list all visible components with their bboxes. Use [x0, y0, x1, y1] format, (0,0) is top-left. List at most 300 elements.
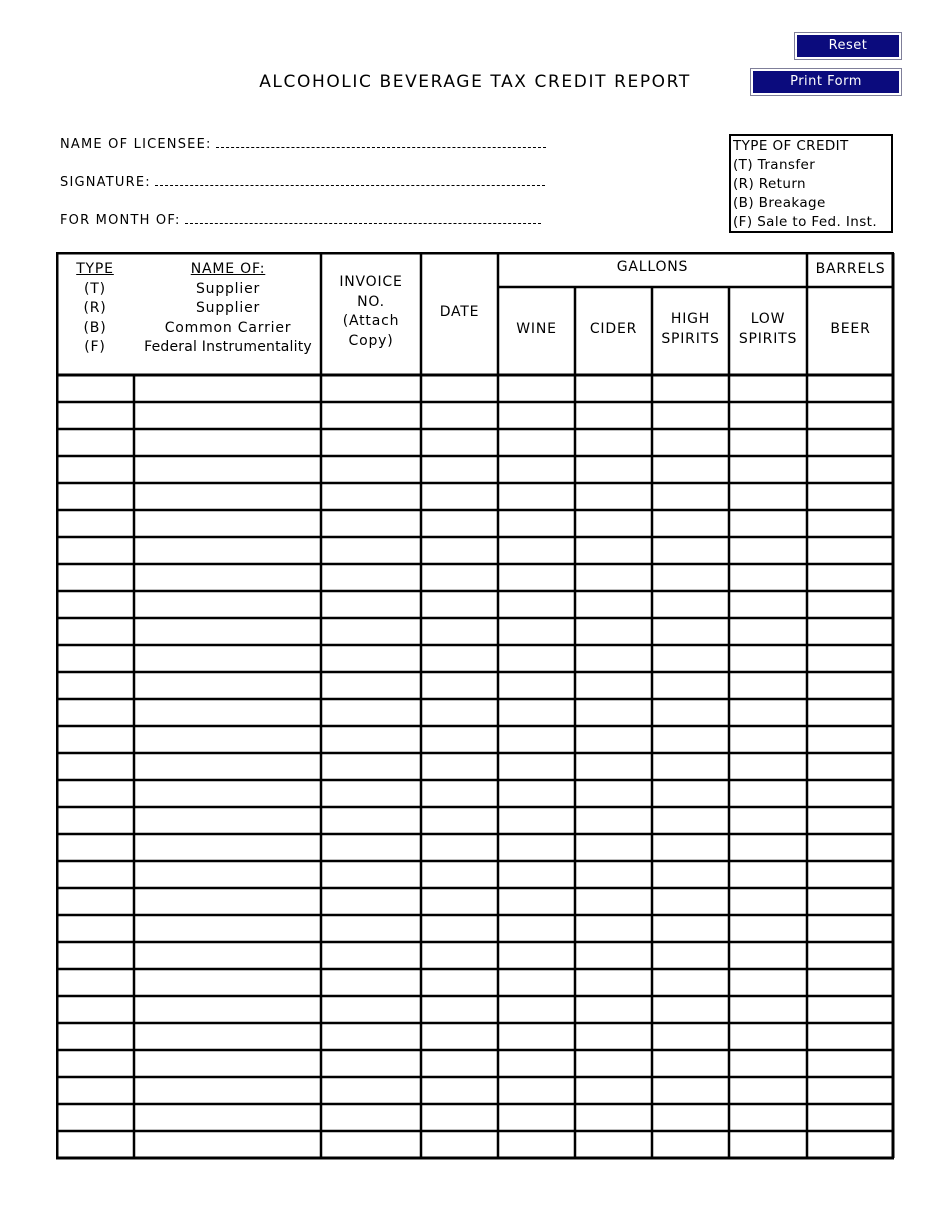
table-cell-input[interactable]: [809, 539, 891, 562]
table-cell-input[interactable]: [136, 458, 319, 481]
table-cell-input[interactable]: [809, 512, 891, 535]
table-cell-input[interactable]: [654, 809, 727, 832]
table-cell-input[interactable]: [500, 701, 573, 724]
table-cell-input[interactable]: [323, 998, 419, 1021]
table-cell-input[interactable]: [654, 971, 727, 994]
table-cell-input[interactable]: [59, 377, 132, 400]
high-spirits-line: HIGH: [670, 311, 711, 327]
table-cell-input[interactable]: [654, 431, 727, 454]
table-cell-input[interactable]: [423, 1025, 496, 1048]
table-cell-input[interactable]: [809, 431, 891, 454]
table-cell-input[interactable]: [500, 404, 573, 427]
table-cell-input[interactable]: [809, 566, 891, 589]
table-cell-input[interactable]: [731, 971, 805, 994]
table-cell-input[interactable]: [731, 404, 805, 427]
table-cell-input[interactable]: [577, 593, 650, 616]
table-cell-input[interactable]: [323, 485, 419, 508]
table-cell-input[interactable]: [577, 485, 650, 508]
table-cell-input[interactable]: [136, 593, 319, 616]
table-cell-input[interactable]: [577, 1106, 650, 1129]
table-cell-input[interactable]: [59, 917, 132, 940]
table-cell-input[interactable]: [59, 620, 132, 643]
table-cell-input[interactable]: [500, 728, 573, 751]
table-cell-input[interactable]: [654, 917, 727, 940]
table-cell-input[interactable]: [500, 782, 573, 805]
table-cell-input[interactable]: [654, 890, 727, 913]
table-cell-input[interactable]: [577, 728, 650, 751]
table-cell-input[interactable]: [731, 431, 805, 454]
table-cell-input[interactable]: [577, 512, 650, 535]
table-cell-input[interactable]: [809, 1079, 891, 1102]
table-cell-input[interactable]: [500, 674, 573, 697]
table-cell-input[interactable]: [136, 755, 319, 778]
table-cell-input[interactable]: [136, 1052, 319, 1075]
table-cell-input[interactable]: [59, 971, 132, 994]
table-cell-input[interactable]: [323, 1133, 419, 1156]
table-cell-input[interactable]: [59, 431, 132, 454]
licensee-label: NAME OF LICENSEE:: [60, 137, 212, 152]
table-cell-input[interactable]: [809, 971, 891, 994]
table-cell-input[interactable]: [136, 620, 319, 643]
table-cell-input[interactable]: [59, 1133, 132, 1156]
signature-field[interactable]: [60, 175, 545, 190]
table-cell-input[interactable]: [577, 917, 650, 940]
table-cell-input[interactable]: [654, 755, 727, 778]
table-cell-input[interactable]: [577, 1079, 650, 1102]
table-cell-input[interactable]: [731, 782, 805, 805]
table-cell-input[interactable]: [577, 1133, 650, 1156]
table-cell-input[interactable]: [323, 566, 419, 589]
table-cell-input[interactable]: [323, 377, 419, 400]
table-cell-input[interactable]: [500, 836, 573, 859]
table-cell-input[interactable]: [423, 1133, 496, 1156]
table-cell-input[interactable]: [809, 890, 891, 913]
table-cell-input[interactable]: [59, 863, 132, 886]
table-cell-input[interactable]: [654, 836, 727, 859]
table-cell-input[interactable]: [323, 755, 419, 778]
table-cell-input[interactable]: [731, 755, 805, 778]
table-cell-input[interactable]: [654, 539, 727, 562]
table-cell-input[interactable]: [654, 404, 727, 427]
table-cell-input[interactable]: [500, 1106, 573, 1129]
table-cell-input[interactable]: [577, 1025, 650, 1048]
table-cell-input[interactable]: [809, 593, 891, 616]
table-cell-input[interactable]: [654, 1106, 727, 1129]
table-cell-input[interactable]: [423, 566, 496, 589]
table-cell-input[interactable]: [577, 836, 650, 859]
table-cell-input[interactable]: [500, 1052, 573, 1075]
table-cell-input[interactable]: [731, 485, 805, 508]
table-cell-input[interactable]: [423, 539, 496, 562]
table-cell-input[interactable]: [136, 404, 319, 427]
table-cell-input[interactable]: [323, 809, 419, 832]
table-cell-input[interactable]: [500, 944, 573, 967]
table-cell-input[interactable]: [809, 485, 891, 508]
table-cell-input[interactable]: [731, 701, 805, 724]
table-cell-input[interactable]: [136, 863, 319, 886]
table-cell-input[interactable]: [577, 566, 650, 589]
table-cell-input[interactable]: [654, 998, 727, 1021]
table-cell-input[interactable]: [809, 755, 891, 778]
table-cell-input[interactable]: [59, 404, 132, 427]
table-cell-input[interactable]: [577, 539, 650, 562]
table-cell-input[interactable]: [323, 674, 419, 697]
table-cell-input[interactable]: [136, 566, 319, 589]
table-cell-input[interactable]: [323, 1025, 419, 1048]
table-cell-input[interactable]: [731, 1052, 805, 1075]
table-cell-input[interactable]: [809, 1106, 891, 1129]
table-cell-input[interactable]: [809, 674, 891, 697]
table-cell-input[interactable]: [323, 863, 419, 886]
credit-legend-item: (T) Transfer: [733, 157, 816, 173]
low-spirits-line: LOW: [750, 311, 786, 327]
credit-table: [56, 252, 896, 1160]
table-cell-input[interactable]: [809, 917, 891, 940]
table-cell-input[interactable]: [59, 1106, 132, 1129]
table-cell-input[interactable]: [731, 728, 805, 751]
table-cell-input[interactable]: [423, 728, 496, 751]
table-cell-input[interactable]: [654, 566, 727, 589]
table-cell-input[interactable]: [809, 377, 891, 400]
table-cell-input[interactable]: [500, 917, 573, 940]
table-cell-input[interactable]: [654, 1025, 727, 1048]
table-cell-input[interactable]: [809, 863, 891, 886]
table-cell-input[interactable]: [59, 593, 132, 616]
table-cell-input[interactable]: [136, 701, 319, 724]
table-cell-input[interactable]: [59, 944, 132, 967]
table-cell-input[interactable]: [809, 944, 891, 967]
table-cell-input[interactable]: [577, 431, 650, 454]
table-cell-input[interactable]: [731, 998, 805, 1021]
table-cell-input[interactable]: [136, 917, 319, 940]
table-cell-input[interactable]: [731, 512, 805, 535]
table-cell-input[interactable]: [500, 890, 573, 913]
table-cell-input[interactable]: [59, 809, 132, 832]
table-cell-input[interactable]: [136, 647, 319, 670]
table-cell-input[interactable]: [500, 1133, 573, 1156]
table-cell-input[interactable]: [323, 890, 419, 913]
licensee-field[interactable]: [60, 137, 546, 152]
credit-legend-heading: TYPE OF CREDIT: [733, 138, 849, 154]
table-cell-input[interactable]: [423, 944, 496, 967]
table-cell-input[interactable]: [323, 1079, 419, 1102]
table-cell-input[interactable]: [654, 728, 727, 751]
table-cell-input[interactable]: [654, 674, 727, 697]
table-cell-input[interactable]: [654, 458, 727, 481]
type-code: (R): [83, 300, 107, 316]
invoice-header: [321, 273, 421, 351]
table-cell-input[interactable]: [423, 998, 496, 1021]
table-cell-input[interactable]: [59, 728, 132, 751]
table-cell-input[interactable]: [731, 1133, 805, 1156]
table-cell-input[interactable]: [731, 620, 805, 643]
month-field[interactable]: [60, 213, 541, 228]
table-cell-input[interactable]: [136, 1025, 319, 1048]
table-cell-input[interactable]: [323, 1106, 419, 1129]
table-cell-input[interactable]: [59, 512, 132, 535]
table-cell-input[interactable]: [323, 647, 419, 670]
name-value: Federal Instrumentality: [144, 339, 312, 355]
low-spirits-line: SPIRITS: [738, 330, 798, 347]
table-cell-input[interactable]: [423, 755, 496, 778]
table-cell-input[interactable]: [59, 890, 132, 913]
type-header-label: TYPE: [76, 261, 114, 277]
table-cell-input[interactable]: [59, 458, 132, 481]
table-cell-input[interactable]: [136, 809, 319, 832]
table-cell-input[interactable]: [323, 431, 419, 454]
table-cell-input[interactable]: [500, 971, 573, 994]
table-cell-input[interactable]: [654, 782, 727, 805]
table-cell-input[interactable]: [59, 1079, 132, 1102]
table-cell-input[interactable]: [731, 944, 805, 967]
table-cell-input[interactable]: [423, 431, 496, 454]
table-cell-input[interactable]: [423, 377, 496, 400]
invoice-header-line: NO.: [357, 293, 385, 310]
table-cell-input[interactable]: [577, 782, 650, 805]
table-cell-input[interactable]: [500, 566, 573, 589]
table-cell-input[interactable]: [500, 647, 573, 670]
table-cell-input[interactable]: [500, 620, 573, 643]
name-header: [134, 260, 322, 358]
gallons-header: GALLONS: [616, 259, 689, 275]
table-cell-input[interactable]: [136, 485, 319, 508]
table-cell-input[interactable]: [323, 971, 419, 994]
table-cell-input[interactable]: [500, 512, 573, 535]
table-cell-input[interactable]: [577, 944, 650, 967]
table-cell-input[interactable]: [654, 620, 727, 643]
table-cell-input[interactable]: [809, 809, 891, 832]
table-cell-input[interactable]: [323, 944, 419, 967]
table-cell-input[interactable]: [423, 512, 496, 535]
reset-button[interactable]: Reset: [795, 33, 901, 59]
table-cell-input[interactable]: [577, 620, 650, 643]
table-cell-input[interactable]: [654, 512, 727, 535]
table-cell-input[interactable]: [577, 755, 650, 778]
cider-header: CIDER: [589, 321, 638, 337]
table-cell-input[interactable]: [500, 1079, 573, 1102]
table-cell-input[interactable]: [323, 512, 419, 535]
table-cell-input[interactable]: [577, 863, 650, 886]
table-cell-input[interactable]: [577, 674, 650, 697]
month-input-line[interactable]: [185, 213, 541, 224]
table-cell-input[interactable]: [809, 1052, 891, 1075]
table-cell-input[interactable]: [323, 1052, 419, 1075]
licensee-input-line[interactable]: [216, 137, 546, 148]
credit-legend-item: (R) Return: [733, 176, 807, 192]
table-cell-input[interactable]: [731, 1025, 805, 1048]
table-cell-input[interactable]: [577, 809, 650, 832]
name-header-label: NAME OF:: [190, 261, 266, 277]
table-cell-input[interactable]: [423, 674, 496, 697]
table-cell-input[interactable]: [59, 755, 132, 778]
name-value: Supplier: [195, 280, 261, 297]
table-cell-input[interactable]: [136, 944, 319, 967]
table-cell-input[interactable]: [136, 782, 319, 805]
table-cell-input[interactable]: [654, 944, 727, 967]
table-cell-input[interactable]: [323, 539, 419, 562]
table-cell-input[interactable]: [59, 674, 132, 697]
table-cell-input[interactable]: [423, 890, 496, 913]
table-cell-input[interactable]: [500, 809, 573, 832]
table-cell-input[interactable]: [731, 539, 805, 562]
table-cell-input[interactable]: [809, 836, 891, 859]
table-cell-input[interactable]: [577, 890, 650, 913]
table-cell-input[interactable]: [59, 701, 132, 724]
table-cell-input[interactable]: [59, 782, 132, 805]
table-cell-input[interactable]: [423, 863, 496, 886]
table-cell-input[interactable]: [731, 377, 805, 400]
table-cell-input[interactable]: [809, 1025, 891, 1048]
table-cell-input[interactable]: [59, 485, 132, 508]
table-cell-input[interactable]: [809, 620, 891, 643]
table-cell-input[interactable]: [136, 1079, 319, 1102]
table-cell-input[interactable]: [136, 1133, 319, 1156]
table-cell-input[interactable]: [731, 809, 805, 832]
table-cell-input[interactable]: [59, 1052, 132, 1075]
table-cell-input[interactable]: [323, 701, 419, 724]
table-cell-input[interactable]: [654, 1052, 727, 1075]
table-cell-input[interactable]: [59, 1025, 132, 1048]
table-cell-input[interactable]: [59, 647, 132, 670]
table-cell-input[interactable]: [809, 782, 891, 805]
table-cell-input[interactable]: [809, 728, 891, 751]
high-spirits-header: [652, 310, 729, 349]
table-cell-input[interactable]: [731, 593, 805, 616]
table-cell-input[interactable]: [136, 728, 319, 751]
name-value: Common Carrier: [164, 319, 292, 336]
table-cell-input[interactable]: [136, 971, 319, 994]
credit-type-legend: [729, 134, 893, 233]
table-cell-input[interactable]: [136, 512, 319, 535]
page-title: ALCOHOLIC BEVERAGE TAX CREDIT REPORT: [259, 72, 691, 92]
table-cell-input[interactable]: [731, 458, 805, 481]
invoice-header-line: INVOICE: [339, 274, 403, 290]
table-cell-input[interactable]: [654, 1133, 727, 1156]
table-cell-input[interactable]: [654, 485, 727, 508]
table-cell-input[interactable]: [577, 458, 650, 481]
table-cell-input[interactable]: [577, 647, 650, 670]
table-cell-input[interactable]: [500, 1025, 573, 1048]
table-cell-input[interactable]: [136, 539, 319, 562]
table-cell-input[interactable]: [323, 593, 419, 616]
table-cell-input[interactable]: [323, 782, 419, 805]
table-cell-input[interactable]: [59, 566, 132, 589]
table-cell-input[interactable]: [136, 1106, 319, 1129]
table-cell-input[interactable]: [323, 836, 419, 859]
table-cell-input[interactable]: [500, 431, 573, 454]
table-cell-input[interactable]: [500, 377, 573, 400]
name-value: Supplier: [195, 300, 261, 316]
table-cell-input[interactable]: [731, 647, 805, 670]
table-cell-input[interactable]: [423, 836, 496, 859]
table-cell-input[interactable]: [731, 674, 805, 697]
table-cell-input[interactable]: [423, 809, 496, 832]
table-cell-input[interactable]: [731, 1079, 805, 1102]
table-cell-input[interactable]: [731, 890, 805, 913]
wine-header: WINE: [516, 321, 557, 337]
table-cell-input[interactable]: [577, 404, 650, 427]
table-cell-input[interactable]: [323, 458, 419, 481]
table-cell-input[interactable]: [500, 998, 573, 1021]
invoice-header-line: (Attach: [342, 313, 400, 329]
table-cell-input[interactable]: [423, 458, 496, 481]
signature-label: SIGNATURE:: [60, 175, 151, 190]
table-cell-input[interactable]: [323, 620, 419, 643]
table-cell-input[interactable]: [423, 782, 496, 805]
table-cell-input[interactable]: [654, 647, 727, 670]
table-cell-input[interactable]: [654, 593, 727, 616]
table-cell-input[interactable]: [809, 647, 891, 670]
table-cell-input[interactable]: [500, 485, 573, 508]
table-cell-input[interactable]: [809, 1133, 891, 1156]
table-cell-input[interactable]: [731, 917, 805, 940]
table-cell-input[interactable]: [423, 1106, 496, 1129]
table-cell-input[interactable]: [731, 566, 805, 589]
table-cell-input[interactable]: [500, 458, 573, 481]
table-cell-input[interactable]: [423, 1079, 496, 1102]
table-cell-input[interactable]: [809, 458, 891, 481]
table-cell-input[interactable]: [423, 701, 496, 724]
table-cell-input[interactable]: [500, 863, 573, 886]
table-cell-input[interactable]: [423, 647, 496, 670]
date-header: DATE: [439, 304, 480, 320]
print-form-button[interactable]: Print Form: [751, 69, 901, 95]
table-cell-input[interactable]: [809, 701, 891, 724]
table-cell-input[interactable]: [731, 863, 805, 886]
signature-input-line[interactable]: [155, 175, 545, 186]
table-cell-input[interactable]: [59, 998, 132, 1021]
table-cell-input[interactable]: [654, 377, 727, 400]
table-cell-input[interactable]: [423, 404, 496, 427]
table-cell-input[interactable]: [731, 836, 805, 859]
table-cell-input[interactable]: [136, 890, 319, 913]
credit-legend-item: (B) Breakage: [733, 195, 826, 211]
table-cell-input[interactable]: [809, 404, 891, 427]
table-cell-input[interactable]: [809, 998, 891, 1021]
table-cell-input[interactable]: [577, 701, 650, 724]
table-cell-input[interactable]: [654, 701, 727, 724]
table-cell-input[interactable]: [423, 593, 496, 616]
table-cell-input[interactable]: [423, 917, 496, 940]
table-cell-input[interactable]: [423, 971, 496, 994]
table-cell-input[interactable]: [59, 539, 132, 562]
barrels-header: BARRELS: [815, 261, 886, 277]
table-cell-input[interactable]: [500, 755, 573, 778]
table-cell-input[interactable]: [59, 836, 132, 859]
table-cell-input[interactable]: [136, 836, 319, 859]
table-cell-input[interactable]: [136, 431, 319, 454]
table-cell-input[interactable]: [500, 539, 573, 562]
table-cell-input[interactable]: [323, 404, 419, 427]
table-cell-input[interactable]: [323, 917, 419, 940]
table-cell-input[interactable]: [577, 971, 650, 994]
table-cell-input[interactable]: [136, 998, 319, 1021]
table-cell-input[interactable]: [423, 620, 496, 643]
table-cell-input[interactable]: [323, 728, 419, 751]
table-cell-input[interactable]: [654, 863, 727, 886]
table-cell-input[interactable]: [500, 593, 573, 616]
table-cell-input[interactable]: [654, 1079, 727, 1102]
table-cell-input[interactable]: [577, 377, 650, 400]
table-cell-input[interactable]: [577, 998, 650, 1021]
table-cell-input[interactable]: [577, 1052, 650, 1075]
table-cell-input[interactable]: [423, 1052, 496, 1075]
credit-legend-item: (F) Sale to Fed. Inst.: [733, 214, 878, 230]
table-cell-input[interactable]: [423, 485, 496, 508]
table-cell-input[interactable]: [731, 1106, 805, 1129]
table-cell-input[interactable]: [136, 674, 319, 697]
table-cell-input[interactable]: [136, 377, 319, 400]
